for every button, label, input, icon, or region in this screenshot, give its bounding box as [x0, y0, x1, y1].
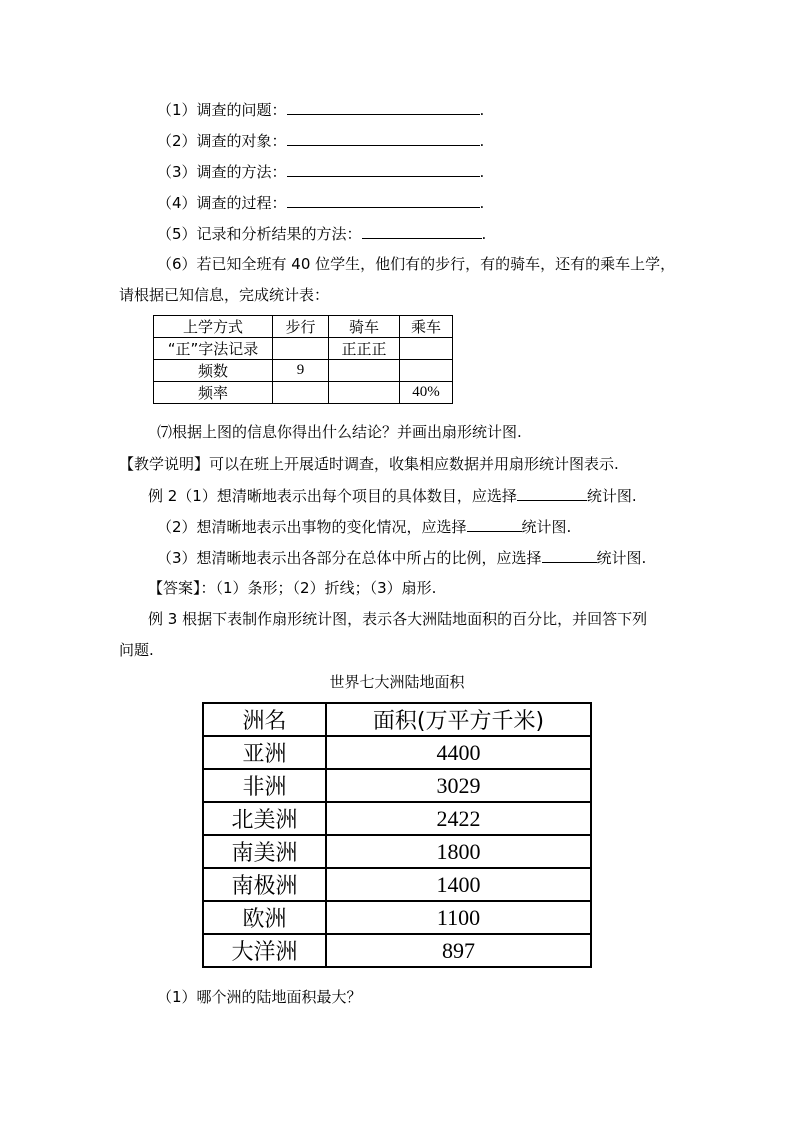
answer-blank[interactable] — [467, 516, 522, 532]
table-row — [203, 934, 591, 967]
prompt-suffix: 统计图. — [586, 487, 637, 505]
table-cell: 欧洲 — [203, 901, 326, 934]
table-cell: 1100 — [326, 901, 591, 934]
table-cell: 南极洲 — [203, 868, 326, 901]
table-row — [154, 382, 453, 404]
question-5 — [157, 223, 486, 244]
table-row — [203, 901, 591, 934]
answer-blank[interactable] — [517, 485, 587, 501]
period: . — [479, 194, 485, 212]
question-3 — [157, 161, 484, 182]
example-3-line1: 例 3 根据下表制作扇形统计图，表示各大洲陆地面积的百分比，并回答下列 — [148, 610, 648, 628]
example-2-part-1 — [148, 485, 637, 506]
table-row — [154, 360, 453, 382]
table-cell: 非洲 — [203, 769, 326, 802]
table-cell: 4400 — [326, 736, 591, 769]
answer-blank[interactable] — [287, 192, 480, 208]
table-header-cell: 洲名 — [203, 703, 326, 736]
table-row — [203, 802, 591, 835]
question-label: （5）记录和分析结果的方法： — [157, 225, 362, 243]
question-6-line1: （6）若已知全班有 40 位学生，他们有的步行，有的骑车，还有的乘车上学， — [157, 255, 676, 273]
period: . — [479, 163, 485, 181]
period: . — [479, 101, 485, 119]
table-row — [203, 868, 591, 901]
table-cell: 南美洲 — [203, 835, 326, 868]
table-cell: 大洋洲 — [203, 934, 326, 967]
period: . — [481, 225, 487, 243]
prompt-text: 例 2（1）想清晰地表示出每个项目的具体数目，应选择 — [148, 487, 517, 505]
period: . — [479, 132, 485, 150]
final-question: （1）哪个洲的陆地面积最大？ — [157, 988, 362, 1006]
question-6-line2: 请根据已知信息，完成统计表： — [119, 286, 330, 304]
answer-blank[interactable] — [287, 161, 480, 177]
table-cell: 897 — [326, 934, 591, 967]
answer-blank[interactable] — [287, 130, 480, 146]
table-header-cell: 步行 — [273, 316, 329, 338]
question-2 — [157, 130, 484, 151]
example-2-part-2 — [157, 516, 571, 537]
table-header-cell: 乘车 — [400, 316, 453, 338]
table-cell: 9 — [273, 360, 329, 382]
question-7: ⑺根据上图的信息你得出什么结论？并画出扇形统计图. — [157, 423, 522, 441]
table-cell: 频率 — [154, 382, 273, 404]
table-cell[interactable] — [329, 360, 400, 382]
table-header-cell: 上学方式 — [154, 316, 273, 338]
table-caption: 世界七大洲陆地面积 — [329, 673, 465, 691]
table-cell[interactable] — [273, 338, 329, 360]
table-cell: 北美洲 — [203, 802, 326, 835]
prompt-text: （2）想清晰地表示出事物的变化情况，应选择 — [157, 518, 467, 536]
table-cell[interactable] — [400, 360, 453, 382]
table-cell: 正正正 — [329, 338, 400, 360]
question-label: （3）调查的方法： — [157, 163, 287, 181]
table-cell: “正”字法记录 — [154, 338, 273, 360]
answer-line: 【答案】：（1）条形；（2）折线；（3）扇形. — [148, 579, 437, 597]
table-cell[interactable] — [329, 382, 400, 404]
example-2-part-3 — [157, 547, 646, 568]
commute-stats-table — [153, 315, 453, 404]
question-label: （1）调查的问题： — [157, 101, 287, 119]
prompt-text: （3）想清晰地表示出各部分在总体中所占的比例，应选择 — [157, 549, 542, 567]
table-cell[interactable] — [273, 382, 329, 404]
answer-blank[interactable] — [287, 99, 480, 115]
example-3-line2: 问题. — [119, 641, 154, 659]
table-header-cell: 面积(万平方千米) — [326, 703, 591, 736]
continent-area-table — [202, 702, 592, 968]
table-header-cell: 骑车 — [329, 316, 400, 338]
table-header-row — [203, 703, 591, 736]
prompt-suffix: 统计图. — [596, 549, 647, 567]
table-cell[interactable] — [400, 338, 453, 360]
question-1 — [157, 99, 484, 120]
teaching-note: 【教学说明】可以在班上开展适时调查，收集相应数据并用扇形统计图表示. — [119, 455, 619, 473]
table-row — [203, 835, 591, 868]
table-row — [203, 736, 591, 769]
table-cell: 1400 — [326, 868, 591, 901]
table-cell: 频数 — [154, 360, 273, 382]
table-row — [154, 338, 453, 360]
table-cell: 亚洲 — [203, 736, 326, 769]
answer-blank[interactable] — [542, 547, 597, 563]
question-4 — [157, 192, 484, 213]
answer-blank[interactable] — [362, 223, 482, 239]
table-cell: 3029 — [326, 769, 591, 802]
question-label: （4）调查的过程： — [157, 194, 287, 212]
prompt-suffix: 统计图. — [521, 518, 572, 536]
question-label: （2）调查的对象： — [157, 132, 287, 150]
table-cell: 40% — [400, 382, 453, 404]
table-row — [203, 769, 591, 802]
table-header-row — [154, 316, 453, 338]
table-cell: 1800 — [326, 835, 591, 868]
table-cell: 2422 — [326, 802, 591, 835]
